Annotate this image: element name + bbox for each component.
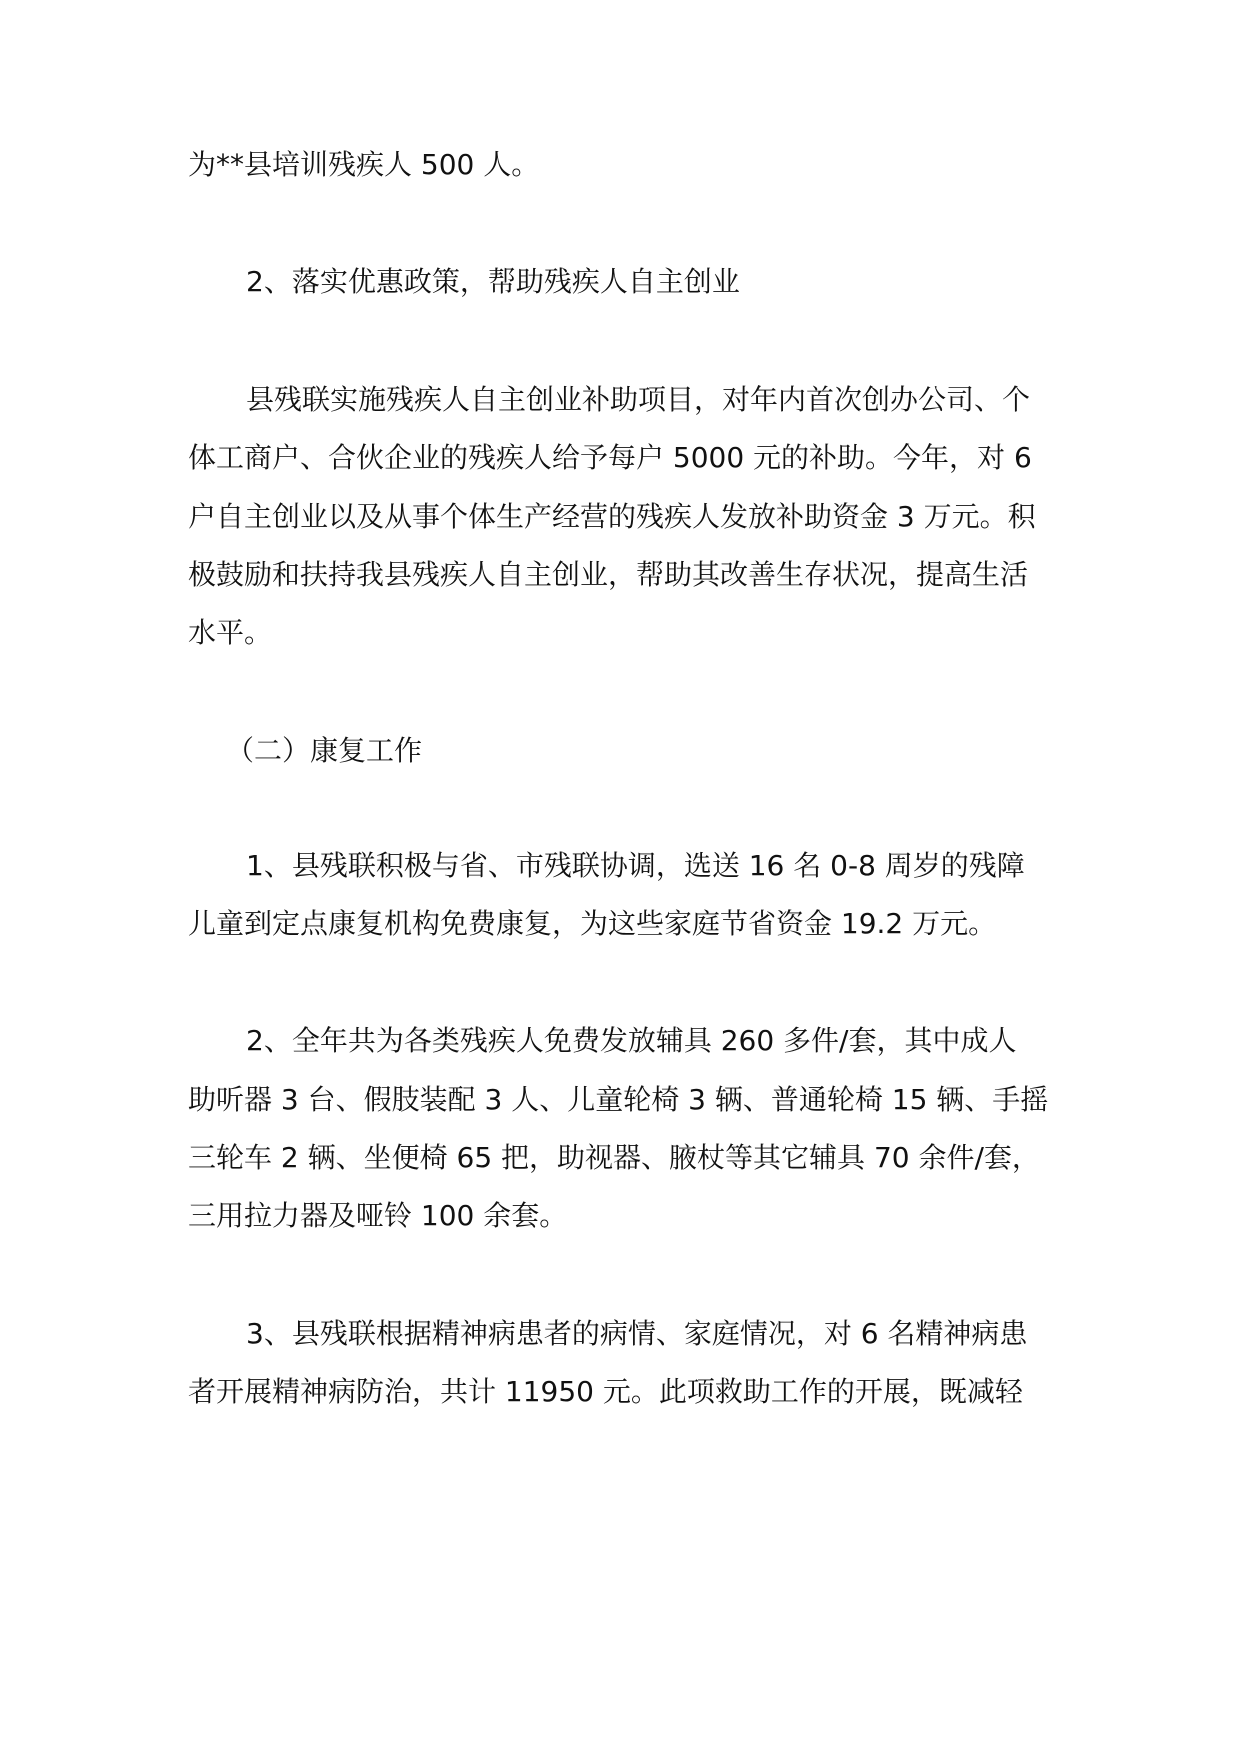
text-line: 3、县残联根据精神病患者的病情、家庭情况，对 6 名精神病患: [246, 1317, 1028, 1350]
text-line: 体工商户、合伙企业的残疾人给予每户 5000 元的补助。今年，对 6: [188, 441, 1032, 474]
text-line: 1、县残联积极与省、市残联协调，选送 16 名 0-8 周岁的残障: [246, 849, 1025, 882]
text-line: 极鼓励和扶持我县残疾人自主创业，帮助其改善生存状况，提高生活: [188, 558, 1029, 591]
text-line: 三轮车 2 辆、坐便椅 65 把，助视器、腋杖等其它辅具 70 余件/套，: [188, 1141, 1040, 1174]
text-line: 三用拉力器及哑铃 100 余套。: [188, 1199, 568, 1232]
text-line: 2、全年共为各类残疾人免费发放辅具 260 多件/套，其中成人: [246, 1024, 1017, 1057]
text-line: 户自主创业以及从事个体生产经营的残疾人发放补助资金 3 万元。积: [188, 500, 1036, 533]
section-heading: 2、落实优惠政策，帮助残疾人自主创业: [246, 265, 740, 298]
text-line: 者开展精神病防治，共计 11950 元。此项救助工作的开展，既减轻: [188, 1375, 1023, 1408]
text-line: 为**县培训残疾人 500 人。: [188, 148, 540, 181]
section-heading: （二）康复工作: [226, 734, 423, 767]
text-line: 县残联实施残疾人自主创业补助项目，对年内首次创办公司、个: [246, 383, 1031, 416]
text-line: 水平。: [188, 616, 273, 649]
text-line: 儿童到定点康复机构免费康复，为这些家庭节省资金 19.2 万元。: [188, 907, 997, 940]
text-line: 助听器 3 台、假肢装配 3 人、儿童轮椅 3 辆、普通轮椅 15 辆、手摇: [188, 1083, 1049, 1116]
